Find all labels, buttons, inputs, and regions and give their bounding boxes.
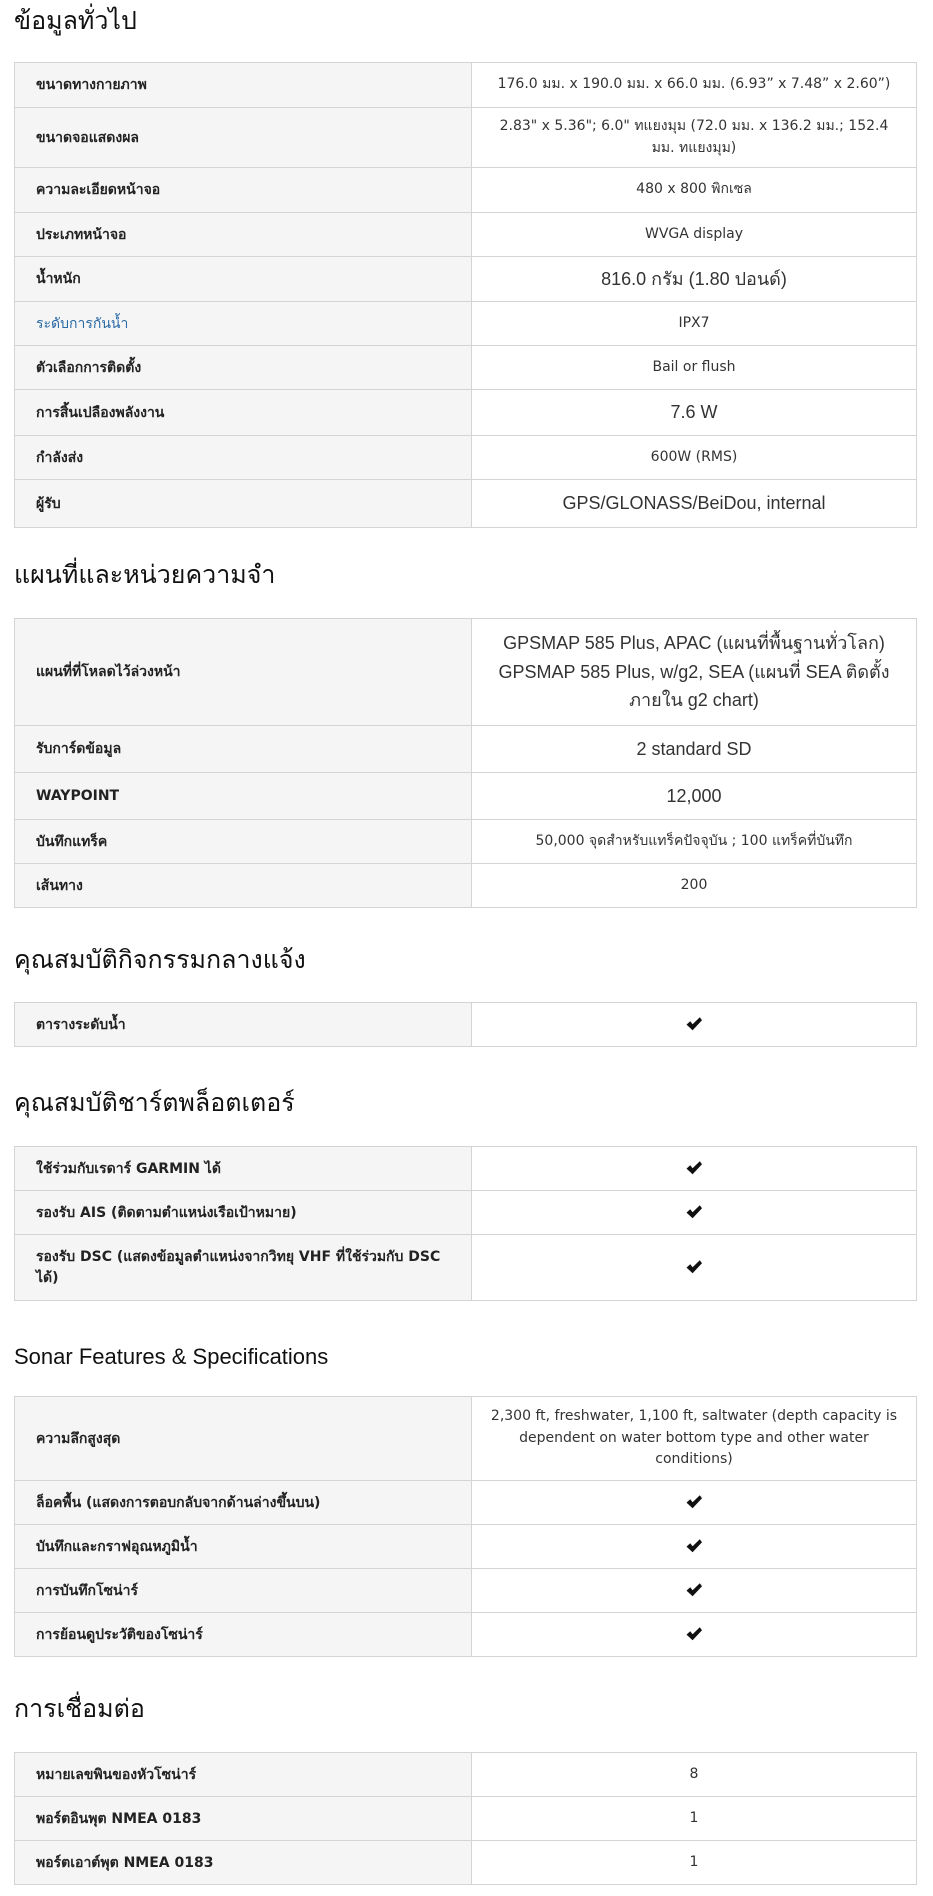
spec-label: การบันทึกโซน่าร์ (15, 1569, 472, 1613)
table-row (15, 436, 917, 480)
spec-label: รองรับ DSC (แสดงข้อมูลตำแหน่งจากวิทยุ VHF ที่ใช้ร่วมกับ DSC ได้) (15, 1235, 472, 1301)
checkmark-icon (685, 1204, 703, 1220)
spec-label: ความละเอียดหน้าจอ (15, 168, 472, 213)
section-title-chartplotter: คุณสมบัติชาร์ตพล็อตเตอร์ (14, 1088, 295, 1117)
spec-value (472, 1569, 917, 1613)
spec-label-link-waterproof[interactable]: ระดับการกันน้ำ (15, 302, 472, 346)
spec-value: 816.0 กรัม (1.80 ปอนด์) (472, 257, 917, 302)
spec-table-connectivity (14, 1752, 917, 1885)
spec-label: พอร์ตอินพุต NMEA 0183 (15, 1797, 472, 1841)
spec-label: บันทึกแทร็ค (15, 820, 472, 864)
spec-label: ความลึกสูงสุด (15, 1397, 472, 1481)
spec-value (472, 1235, 917, 1301)
spec-value (472, 1147, 917, 1191)
table-row (15, 1841, 917, 1885)
spec-value: 480 x 800 พิกเซล (472, 168, 917, 213)
table-row (15, 168, 917, 213)
spec-value: WVGA display (472, 213, 917, 257)
spec-label: เส้นทาง (15, 864, 472, 908)
spec-value (472, 619, 917, 726)
table-row (15, 63, 917, 108)
spec-label: น้ำหนัก (15, 257, 472, 302)
spec-label: การสิ้นเปลืองพลังงาน (15, 390, 472, 436)
spec-label: พอร์ตเอาต์พุต NMEA 0183 (15, 1841, 472, 1885)
table-row (15, 346, 917, 390)
spec-label: ผู้รับ (15, 480, 472, 528)
section-title-outdoor: คุณสมบัติกิจกรรมกลางแจ้ง (14, 945, 306, 974)
spec-table-maps-memory (14, 618, 917, 908)
table-row (15, 480, 917, 528)
spec-label: ขนาดจอแสดงผล (15, 108, 472, 168)
spec-value: 2,300 ft, freshwater, 1,100 ft, saltwater (depth capacity is dependent on water bottom type and other water conditions) (472, 1397, 917, 1481)
spec-label: รับการ์ดข้อมูล (15, 726, 472, 773)
table-row (15, 302, 917, 346)
table-row (15, 213, 917, 257)
spec-label: ตัวเลือกการติดตั้ง (15, 346, 472, 390)
table-row (15, 390, 917, 436)
table-row (15, 820, 917, 864)
spec-table-general (14, 62, 917, 528)
checkmark-icon (685, 1538, 703, 1554)
table-row (15, 726, 917, 773)
table-row (15, 1525, 917, 1569)
spec-label: การย้อนดูประวัติของโซน่าร์ (15, 1613, 472, 1657)
spec-label: ประเภทหน้าจอ (15, 213, 472, 257)
table-row (15, 619, 917, 726)
checkmark-icon (685, 1582, 703, 1598)
preloaded-map-line-1: GPSMAP 585 Plus, APAC (แผนที่พื้นฐานทั่วโลก) (503, 632, 885, 653)
spec-label: รองรับ AIS (ติดตามตำแหน่งเรือเป้าหมาย) (15, 1191, 472, 1235)
table-row (15, 1613, 917, 1657)
spec-label: ล็อคพื้น (แสดงการตอบกลับจากด้านล่างขึ้นบน) (15, 1481, 472, 1525)
spec-table-sonar (14, 1396, 917, 1657)
spec-value: 8 (472, 1753, 917, 1797)
checkmark-icon (685, 1259, 703, 1275)
spec-value: 1 (472, 1797, 917, 1841)
spec-value: 50,000 จุดสำหรับแทร็คปัจจุบัน ; 100 แทร็คที่บันทึก (472, 820, 917, 864)
spec-table-outdoor (14, 1002, 917, 1047)
table-row (15, 1191, 917, 1235)
spec-value: 176.0 มม. x 190.0 มม. x 66.0 มม. (6.93” x 7.48” x 2.60”) (472, 63, 917, 108)
spec-value: 200 (472, 864, 917, 908)
spec-value: 1 (472, 1841, 917, 1885)
spec-label: ขนาดทางกายภาพ (15, 63, 472, 108)
table-row (15, 1753, 917, 1797)
checkmark-icon (685, 1160, 703, 1176)
table-row (15, 1569, 917, 1613)
table-row (15, 773, 917, 820)
table-row (15, 1003, 917, 1047)
preloaded-map-line-2: GPSMAP 585 Plus, w/g2, SEA (แผนที่ SEA ติดตั้งภายใน g2 chart) (498, 661, 890, 711)
spec-value: 2 standard SD (472, 726, 917, 773)
spec-value (472, 1525, 917, 1569)
table-row (15, 1235, 917, 1301)
section-title-general: ข้อมูลทั่วไป (14, 6, 137, 35)
table-row (15, 1481, 917, 1525)
spec-value: 7.6 W (472, 390, 917, 436)
spec-label: ใช้ร่วมกับเรดาร์ GARMIN ได้ (15, 1147, 472, 1191)
spec-value: GPS/GLONASS/BeiDou, internal (472, 480, 917, 528)
spec-value (472, 1191, 917, 1235)
spec-value (472, 1613, 917, 1657)
spec-value: IPX7 (472, 302, 917, 346)
spec-value: 600W (RMS) (472, 436, 917, 480)
checkmark-icon (685, 1494, 703, 1510)
spec-value: 12,000 (472, 773, 917, 820)
table-row (15, 257, 917, 302)
section-title-maps-memory: แผนที่และหน่วยความจำ (14, 560, 276, 589)
checkmark-icon (685, 1626, 703, 1642)
spec-table-chartplotter (14, 1146, 917, 1301)
checkmark-icon (685, 1016, 703, 1032)
spec-label: หมายเลขพินของหัวโซน่าร์ (15, 1753, 472, 1797)
spec-value (472, 1481, 917, 1525)
table-row (15, 108, 917, 168)
spec-label: WAYPOINT (15, 773, 472, 820)
section-title-sonar: Sonar Features & Specifications (14, 1344, 329, 1369)
spec-value (472, 1003, 917, 1047)
spec-label: แผนที่ที่โหลดไว้ล่วงหน้า (15, 619, 472, 726)
table-row (15, 1797, 917, 1841)
spec-value: Bail or flush (472, 346, 917, 390)
section-title-connectivity: การเชื่อมต่อ (14, 1694, 145, 1723)
spec-label: บันทึกและกราฟอุณหภูมิน้ำ (15, 1525, 472, 1569)
spec-label: ตารางระดับน้ำ (15, 1003, 472, 1047)
spec-value: 2.83" x 5.36"; 6.0" ทแยงมุม (72.0 มม. x 136.2 มม.; 152.4 มม. ทแยงมุม) (472, 108, 917, 168)
table-row (15, 1147, 917, 1191)
spec-label: กำลังส่ง (15, 436, 472, 480)
table-row (15, 1397, 917, 1481)
table-row (15, 864, 917, 908)
